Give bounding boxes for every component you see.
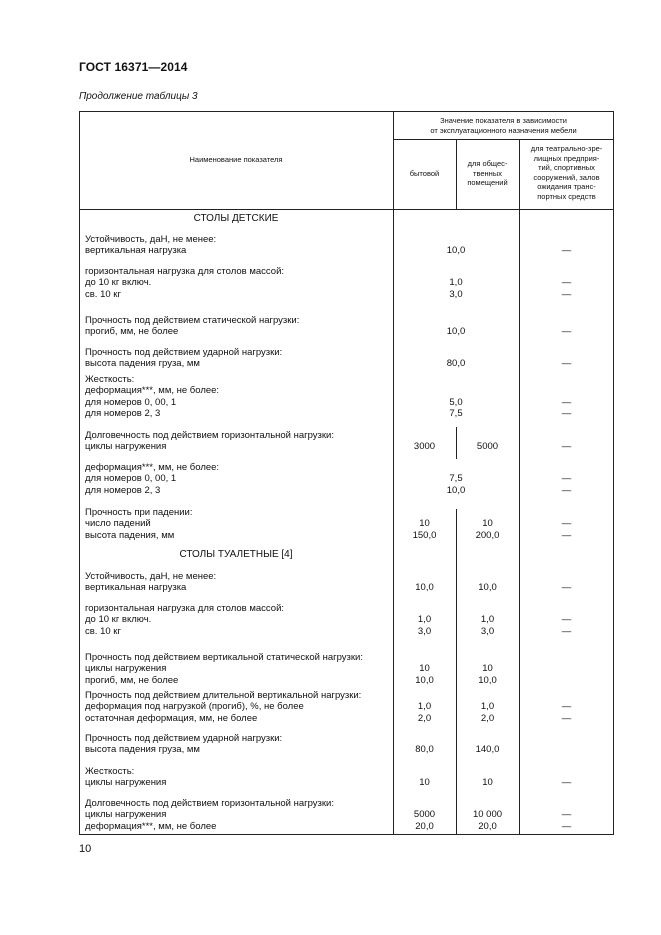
value-theatre: — (561, 484, 572, 496)
row-label: Долговечность под действием горизонтальной нагрузки: (85, 430, 335, 441)
value-household: 10 (419, 663, 430, 675)
header-public-line: для общес- (467, 159, 508, 168)
value-theatre: — (561, 518, 572, 530)
table-row (79, 571, 614, 582)
row-label: до 10 кг включ. (85, 614, 152, 626)
value-theatre: — (561, 625, 572, 637)
table-row (79, 462, 614, 473)
table-row-group (79, 507, 614, 541)
table-row (79, 374, 614, 385)
table-row (79, 652, 614, 663)
data-table (79, 111, 614, 835)
row-label: циклы нагружения (85, 441, 167, 453)
header-public-line: помещений (467, 178, 508, 187)
header-theatre-line: тий, спортивных (538, 163, 595, 172)
table-row (79, 234, 614, 245)
table-row-group (79, 234, 614, 257)
table-row (79, 777, 614, 788)
header-value-group (393, 116, 614, 135)
row-label: вертикальная нагрузка (85, 582, 187, 594)
value-household: 3,0 (417, 625, 432, 637)
header-theatre-line: для театрально-зре- (530, 144, 603, 153)
table-row (79, 430, 614, 441)
value-theatre: — (561, 777, 572, 789)
row-label: высота падения груза, мм (85, 744, 200, 756)
table-row (79, 744, 614, 755)
value-household: 10 (419, 777, 430, 789)
value-household-public: 10,0 (446, 245, 466, 257)
value-household: 10,0 (415, 674, 434, 686)
value-household: 1,0 (417, 614, 432, 626)
value-theatre: — (561, 277, 572, 289)
row-label: остаточная деформация, мм, не более (85, 712, 258, 724)
row-label: прогиб, мм, не более (85, 326, 179, 338)
table-row (79, 266, 614, 277)
value-public: 10,0 (478, 582, 497, 594)
row-label: Прочность под действием ударной нагрузки: (85, 347, 283, 358)
value-household-public: 10,0 (446, 484, 466, 496)
table-row-group (79, 690, 614, 724)
row-label: для номеров 2, 3 (85, 408, 161, 420)
value-household-public: 3,0 (449, 288, 463, 300)
table-row (79, 441, 614, 452)
value-public: 10 (482, 777, 493, 789)
row-label: св. 10 кг (85, 625, 121, 637)
value-household: 10,0 (415, 582, 434, 594)
table-row (79, 245, 614, 256)
table-row-group (79, 603, 614, 637)
value-household: 3000 (413, 441, 436, 453)
row-label: Прочность под действием вертикальной статической нагрузки: (85, 652, 363, 663)
header-name-column: Наименование показателя (189, 155, 283, 164)
table-row (79, 289, 614, 300)
header-value-group-line: Значение показателя в зависимости (440, 116, 567, 125)
section-title: СТОЛЫ ДЕТСКИЕ (193, 213, 279, 224)
table-row (79, 385, 614, 396)
table-row (79, 713, 614, 724)
table-row (79, 358, 614, 369)
table-row-group (79, 374, 614, 420)
table-row (79, 277, 614, 288)
value-public: 1,0 (480, 701, 495, 713)
row-label: Устойчивость, даН, не менее: (85, 571, 217, 582)
value-household: 2,0 (417, 712, 432, 724)
value-theatre: — (561, 358, 572, 370)
row-label: Прочность под действием ударной нагрузки: (85, 733, 283, 744)
value-household: 10 (419, 518, 430, 530)
table-row (79, 397, 614, 408)
value-theatre: — (561, 473, 572, 485)
row-label: горизонтальная нагрузка для столов массой: (85, 603, 285, 614)
row-label: св. 10 кг (85, 288, 121, 300)
value-theatre: — (561, 288, 572, 300)
table-row-group (79, 571, 614, 594)
table-row (79, 614, 614, 625)
value-household: 20,0 (415, 820, 434, 832)
table-row (79, 821, 614, 832)
table-row (79, 347, 614, 358)
section-title: СТОЛЫ ТУАЛЕТНЫЕ [4] (179, 549, 293, 560)
table-row-group (79, 315, 614, 338)
value-household-public: 7,5 (449, 473, 463, 485)
table-row (79, 315, 614, 326)
value-theatre: — (561, 820, 572, 832)
row-label: Долговечность под действием горизонтальной нагрузки: (85, 798, 335, 809)
table-row (79, 798, 614, 809)
value-theatre: — (561, 809, 572, 821)
value-public: 10,0 (478, 674, 497, 686)
header-theatre-line: портных средств (537, 191, 596, 201)
row-label: до 10 кг включ. (85, 277, 152, 289)
value-theatre: — (561, 712, 572, 724)
value-public: 10 (482, 663, 493, 675)
row-label: вертикальная нагрузка (85, 245, 187, 257)
row-label: деформация под нагрузкой (прогиб), %, не более (85, 701, 304, 713)
value-public: 10 (482, 518, 493, 530)
table-row (79, 675, 614, 686)
table-row (79, 473, 614, 484)
value-public: 3,0 (480, 625, 495, 637)
value-household: 80,0 (415, 744, 434, 756)
row-label: циклы нагружения (85, 777, 167, 789)
header-public-line: твенных (473, 168, 502, 178)
header-theatre-line: ожидания транс- (537, 182, 596, 191)
value-theatre: — (561, 701, 572, 713)
row-label: деформация***, мм, не более (85, 820, 217, 832)
row-label: Устойчивость, даН, не менее: (85, 234, 217, 245)
value-public: 10 000 (472, 809, 503, 821)
table-row-group (79, 652, 614, 686)
table-row (79, 582, 614, 593)
header-household-column: бытовой (409, 169, 440, 178)
row-label: для номеров 0, 00, 1 (85, 473, 177, 485)
document-title: ГОСТ 16371—2014 (79, 60, 188, 74)
row-label: деформация***, мм, не более: (85, 385, 220, 397)
table-row (79, 701, 614, 712)
table-row (79, 766, 614, 777)
value-theatre: — (561, 582, 572, 594)
value-public: 20,0 (478, 820, 497, 832)
table-row-group (79, 347, 614, 370)
row-label: для номеров 0, 00, 1 (85, 396, 177, 408)
header-group-rule (393, 139, 614, 140)
header-theatre-line: сооружений, залов (533, 172, 600, 182)
value-theatre: — (561, 396, 572, 408)
value-public: 2,0 (480, 712, 495, 724)
table-row (79, 507, 614, 518)
header-public-column (456, 159, 519, 188)
row-label: Прочность под действием статической нагрузки: (85, 315, 300, 326)
table-row (79, 603, 614, 614)
table-row (79, 663, 614, 674)
table-row-group (79, 266, 614, 300)
table-row (79, 485, 614, 496)
table-caption: Продолжение таблицы 3 (79, 91, 198, 102)
table-row (79, 690, 614, 701)
row-label: прогиб, мм, не более (85, 674, 179, 686)
header-theatre-column (519, 144, 614, 201)
header-value-group-line: от эксплуатационного назначения мебели (430, 125, 577, 135)
value-theatre: — (561, 614, 572, 626)
header-theatre-line: лищных предприя- (533, 153, 600, 163)
row-label: для номеров 2, 3 (85, 484, 161, 496)
value-household-public: 5,0 (449, 396, 463, 408)
row-label: Прочность под действием длительной вертикальной нагрузки: (85, 690, 362, 701)
value-household-public: 80,0 (446, 358, 466, 370)
table-row (79, 530, 614, 541)
value-household-public: 7,5 (449, 408, 463, 420)
table-row-group (79, 733, 614, 756)
value-household: 150,0 (412, 529, 437, 541)
value-public: 1,0 (480, 614, 495, 626)
table-row (79, 408, 614, 419)
row-label: Прочность при падении: (85, 507, 193, 518)
value-household: 1,0 (417, 701, 432, 713)
value-theatre: — (561, 441, 572, 453)
value-household-public: 1,0 (449, 277, 463, 289)
table-row (79, 809, 614, 820)
page-number: 10 (79, 843, 92, 855)
row-label: деформация***, мм, не более: (85, 462, 220, 473)
table-row-group (79, 766, 614, 789)
row-label: высота падения, мм (85, 529, 175, 541)
row-label: горизонтальная нагрузка для столов массой: (85, 266, 285, 277)
row-label: циклы нагружения (85, 663, 167, 675)
row-label: Жесткость: (85, 374, 135, 385)
row-label: Жесткость: (85, 766, 135, 777)
table-row (79, 326, 614, 337)
value-theatre: — (561, 408, 572, 420)
row-label: число падений (85, 518, 151, 530)
table-row-group (79, 462, 614, 496)
value-household-public: 10,0 (446, 326, 466, 338)
row-label: циклы нагружения (85, 809, 167, 821)
value-household: 5000 (413, 809, 436, 821)
table-row-group (79, 430, 614, 453)
header-bottom-rule (79, 209, 614, 210)
value-public: 140,0 (475, 744, 500, 756)
value-theatre: — (561, 529, 572, 541)
table-row (79, 518, 614, 529)
value-theatre: — (561, 326, 572, 338)
value-theatre: — (561, 245, 572, 257)
table-row (79, 626, 614, 637)
row-label: высота падения груза, мм (85, 358, 200, 370)
value-public: 5000 (476, 441, 499, 453)
table-row (79, 733, 614, 744)
table-row-group (79, 798, 614, 832)
value-public: 200,0 (475, 529, 500, 541)
